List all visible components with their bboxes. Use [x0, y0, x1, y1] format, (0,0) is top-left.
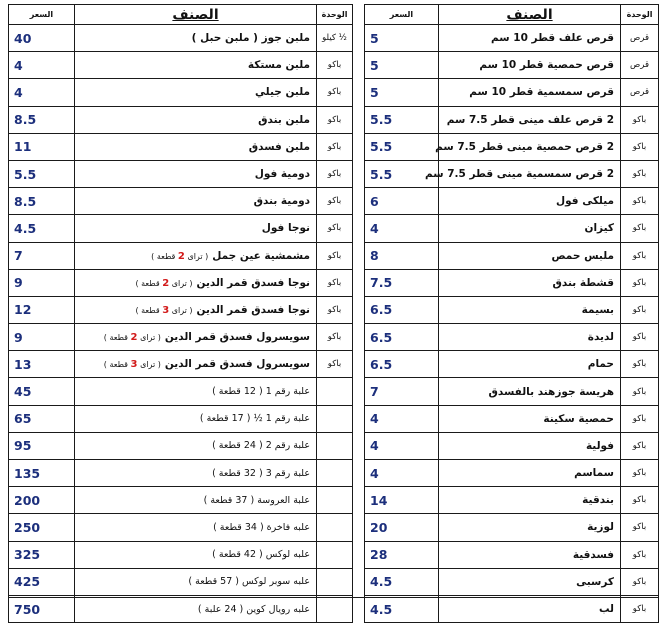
unit-cell [317, 514, 353, 541]
item-cell: حمصية سكينة [439, 405, 621, 432]
table-row [9, 487, 353, 514]
item-cell: قرص حمصية قطر 10 سم [439, 52, 621, 79]
item-cell: بندقية [439, 487, 621, 514]
item-cell [75, 106, 317, 133]
price-cell: 750 [9, 595, 75, 622]
item-name: سويسرول فسدق قمر الدين [164, 358, 310, 371]
item-cell: لب [439, 595, 621, 622]
item-cell: قرص سمسمية قطر 10 سم [439, 79, 621, 106]
tray-note-close: قطعة ) [135, 305, 160, 315]
item-cell: كرسبى [439, 568, 621, 595]
table-row [9, 460, 353, 487]
price-cell: 250 [9, 514, 75, 541]
price-cell: 4.5 [9, 215, 75, 242]
table-row [365, 405, 659, 432]
item-cell [75, 133, 317, 160]
tray-note-open: ( ترای [171, 305, 193, 315]
price-cell: 40 [9, 25, 75, 52]
item-cell: ميلكى فول [439, 188, 621, 215]
item-name: سويسرول فسدق قمر الدين [164, 331, 310, 344]
tray-note [135, 306, 192, 315]
table-row [9, 188, 353, 215]
item-cell: قشطة بندق [439, 269, 621, 296]
item-cell [75, 514, 317, 541]
price-cell: 5.5 [365, 106, 439, 133]
price-cell: 5.5 [365, 133, 439, 160]
unit-cell: باكو [621, 460, 659, 487]
table-row [365, 296, 659, 323]
tray-note-open: ( ترای [187, 251, 209, 261]
price-cell: 5.5 [365, 160, 439, 187]
item-name: علبة رقم 1 ( 12 قطعة ) [212, 386, 310, 398]
price-cell: 6.5 [365, 296, 439, 323]
item-cell: لديدة [439, 324, 621, 351]
table-row [9, 541, 353, 568]
item-cell [75, 487, 317, 514]
price-cell: 5 [365, 25, 439, 52]
tray-piece-count: 3 [162, 304, 170, 316]
price-cell: 6.5 [365, 324, 439, 351]
unit-cell: باكو [317, 79, 353, 106]
price-cell: 135 [9, 460, 75, 487]
item-cell: فسدقية [439, 541, 621, 568]
unit-cell: باكو [621, 296, 659, 323]
table-row [365, 378, 659, 405]
unit-header: الوحدة [621, 5, 659, 25]
price-cell: 200 [9, 487, 75, 514]
table-row [9, 106, 353, 133]
unit-cell [317, 460, 353, 487]
left-price-table [8, 4, 353, 623]
unit-cell: قرص [621, 52, 659, 79]
table-row [365, 541, 659, 568]
unit-cell: باكو [317, 269, 353, 296]
tray-note-close: قطعة ) [135, 278, 160, 288]
tray-piece-count: 2 [177, 250, 185, 262]
unit-cell: باكو [621, 351, 659, 378]
table-row [9, 133, 353, 160]
item-cell: هريسة جوزهند بالفسدق [439, 378, 621, 405]
table-row [9, 351, 353, 378]
tray-piece-count: 2 [162, 277, 170, 289]
unit-cell: باكو [621, 160, 659, 187]
item-cell [75, 351, 317, 378]
item-name: ملبن جيلي [255, 86, 310, 99]
table-row [9, 242, 353, 269]
price-cell: 4 [9, 52, 75, 79]
item-cell [75, 52, 317, 79]
table-row [365, 568, 659, 595]
price-cell: 5 [365, 79, 439, 106]
item-cell [75, 215, 317, 242]
unit-cell: باكو [621, 215, 659, 242]
table-row [365, 242, 659, 269]
item-cell [75, 460, 317, 487]
table-row [9, 405, 353, 432]
table-row [365, 106, 659, 133]
price-cell: 9 [9, 269, 75, 296]
unit-cell: باكو [621, 432, 659, 459]
table-row [365, 432, 659, 459]
unit-cell: قرص [621, 79, 659, 106]
item-cell [75, 541, 317, 568]
unit-cell: باكو [317, 133, 353, 160]
item-cell: كيزان [439, 215, 621, 242]
price-cell: 4 [365, 215, 439, 242]
unit-cell [317, 378, 353, 405]
item-cell: 2 قرص حمصية مينى قطر 7.5 سم [439, 133, 621, 160]
tray-piece-count: 2 [130, 332, 138, 344]
price-cell: 8.5 [9, 188, 75, 215]
unit-cell: باكو [317, 351, 353, 378]
right-table-header [365, 5, 659, 25]
price-cell: 28 [365, 541, 439, 568]
price-cell: 20 [365, 514, 439, 541]
item-cell: لوزية [439, 514, 621, 541]
unit-cell [317, 568, 353, 595]
price-cell: 4 [365, 460, 439, 487]
table-row [9, 160, 353, 187]
table-row [9, 324, 353, 351]
item-cell: بسيمة [439, 296, 621, 323]
unit-cell: باكو [317, 242, 353, 269]
price-header: السعر [365, 5, 439, 25]
unit-cell: باكو [317, 215, 353, 242]
table-row [365, 52, 659, 79]
table-row [9, 52, 353, 79]
table-row [365, 514, 659, 541]
unit-cell: باكو [317, 324, 353, 351]
item-name: نوجا فسدق قمر الدين [196, 276, 310, 289]
item-name: علبة العروسة ( 37 قطعة ) [203, 494, 310, 506]
item-name: علبة رقم 2 ( 24 قطعة ) [212, 440, 310, 452]
item-cell [75, 378, 317, 405]
price-cell: 13 [9, 351, 75, 378]
unit-cell: باكو [621, 514, 659, 541]
price-cell: 9 [9, 324, 75, 351]
item-cell [75, 242, 317, 269]
unit-cell [317, 541, 353, 568]
item-name: علبه سوبر لوكس ( 57 قطعة ) [188, 576, 310, 588]
table-row [365, 25, 659, 52]
table-row [365, 324, 659, 351]
price-cell: 4.5 [365, 568, 439, 595]
item-cell [75, 432, 317, 459]
item-cell [75, 79, 317, 106]
price-cell: 8 [365, 242, 439, 269]
price-cell: 5 [365, 52, 439, 79]
unit-cell: باكو [621, 133, 659, 160]
item-cell [75, 324, 317, 351]
item-name: مشمشية عين جمل [212, 249, 310, 262]
table-row [9, 215, 353, 242]
table-row [9, 378, 353, 405]
price-header: السعر [9, 5, 75, 25]
item-header: الصنف [439, 5, 621, 25]
unit-cell: باكو [621, 378, 659, 405]
price-cell: 5.5 [9, 160, 75, 187]
item-cell [75, 160, 317, 187]
item-name: ملبن بندق [258, 113, 310, 126]
item-cell [75, 188, 317, 215]
unit-cell: باكو [317, 188, 353, 215]
unit-cell: باكو [621, 269, 659, 296]
price-cell: 7 [9, 242, 75, 269]
price-cell: 65 [9, 405, 75, 432]
item-name: دومية فول [254, 168, 310, 181]
table-row [365, 351, 659, 378]
unit-cell: باكو [621, 568, 659, 595]
tray-note [135, 279, 192, 288]
item-cell [75, 595, 317, 622]
unit-cell: باكو [317, 52, 353, 79]
tray-note [104, 333, 161, 342]
price-cell: 11 [9, 133, 75, 160]
table-row [9, 568, 353, 595]
table-row [365, 487, 659, 514]
item-cell [75, 405, 317, 432]
item-cell: ملبس حمص [439, 242, 621, 269]
item-cell: 2 قرص سمسمية مينى قطر 7.5 سم [439, 160, 621, 187]
unit-cell [317, 595, 353, 622]
table-row [9, 432, 353, 459]
table-row [9, 269, 353, 296]
table-row [9, 595, 353, 622]
table-row [365, 595, 659, 622]
unit-cell [317, 432, 353, 459]
tray-piece-count: 3 [130, 359, 138, 371]
item-name: دومية بندق [253, 195, 310, 208]
item-name: ملبن مستكة [247, 59, 310, 72]
price-cell: 8.5 [9, 106, 75, 133]
unit-cell: باكو [317, 160, 353, 187]
item-cell: سماسم [439, 460, 621, 487]
tray-note [104, 360, 161, 369]
unit-cell: باكو [317, 296, 353, 323]
price-cell: 7 [365, 378, 439, 405]
item-header: الصنف [75, 5, 317, 25]
item-name: نوجا فسدق قمر الدين [196, 303, 310, 316]
price-cell: 7.5 [365, 269, 439, 296]
price-cell: 6 [365, 188, 439, 215]
unit-cell: باكو [621, 324, 659, 351]
item-cell: حمام [439, 351, 621, 378]
price-cell: 425 [9, 568, 75, 595]
item-cell [75, 568, 317, 595]
table-row [365, 160, 659, 187]
tray-note-close: قطعة ) [103, 333, 128, 343]
table-row [9, 25, 353, 52]
table-row [365, 133, 659, 160]
unit-cell: باكو [621, 405, 659, 432]
right-price-table [364, 4, 659, 623]
table-row [9, 514, 353, 541]
table-row [365, 188, 659, 215]
price-cell: 325 [9, 541, 75, 568]
left-table-header [9, 5, 353, 25]
table-row [9, 296, 353, 323]
bottom-divider [8, 597, 658, 598]
tray-note-open: ( ترای [171, 278, 193, 288]
item-cell [75, 25, 317, 52]
item-name: علبة رقم 3 ( 32 قطعة ) [212, 467, 310, 479]
item-cell: 2 قرص علف مينى قطر 7.5 سم [439, 106, 621, 133]
price-cell: 95 [9, 432, 75, 459]
price-cell: 4.5 [365, 595, 439, 622]
price-cell: 14 [365, 487, 439, 514]
item-cell [75, 269, 317, 296]
unit-header: الوحدة [317, 5, 353, 25]
unit-cell: باكو [621, 541, 659, 568]
unit-cell: باكو [621, 106, 659, 133]
price-cell: 4 [365, 432, 439, 459]
item-cell [75, 296, 317, 323]
item-cell: قرص علف قطر 10 سم [439, 25, 621, 52]
unit-cell: باكو [621, 188, 659, 215]
unit-cell: قرص [621, 25, 659, 52]
table-row [365, 79, 659, 106]
table-row [365, 460, 659, 487]
item-name: ملبن فسدق [248, 140, 310, 153]
table-row [9, 79, 353, 106]
item-name: علبة رقم 1 ½ ( 17 قطعة ) [199, 413, 310, 425]
table-row [365, 215, 659, 242]
item-name: علبه فاخرة ( 34 قطعة ) [213, 521, 310, 533]
tray-note-open: ( ترای [140, 333, 161, 343]
unit-cell: ½ كيلو [317, 25, 353, 52]
table-row [365, 269, 659, 296]
item-cell: فولية [439, 432, 621, 459]
item-name: علبه رويال كوين ( 24 علبة ) [197, 603, 310, 615]
item-name: نوجا فول [261, 222, 310, 235]
price-cell: 45 [9, 378, 75, 405]
tray-note-close: قطعة ) [151, 251, 176, 261]
price-cell: 6.5 [365, 351, 439, 378]
tray-note [151, 252, 208, 261]
unit-cell [317, 487, 353, 514]
price-cell: 4 [365, 405, 439, 432]
price-cell: 12 [9, 296, 75, 323]
tray-note-close: قطعة ) [103, 360, 128, 370]
unit-cell: باكو [621, 595, 659, 622]
unit-cell [317, 405, 353, 432]
unit-cell: باكو [317, 106, 353, 133]
price-cell: 4 [9, 79, 75, 106]
tray-note-open: ( ترای [140, 360, 161, 370]
unit-cell: باكو [621, 487, 659, 514]
item-name: ملبن جوز ( ملبن حبل ) [191, 32, 310, 45]
item-name: علبه لوكس ( 42 قطعة ) [212, 549, 310, 561]
unit-cell: باكو [621, 242, 659, 269]
